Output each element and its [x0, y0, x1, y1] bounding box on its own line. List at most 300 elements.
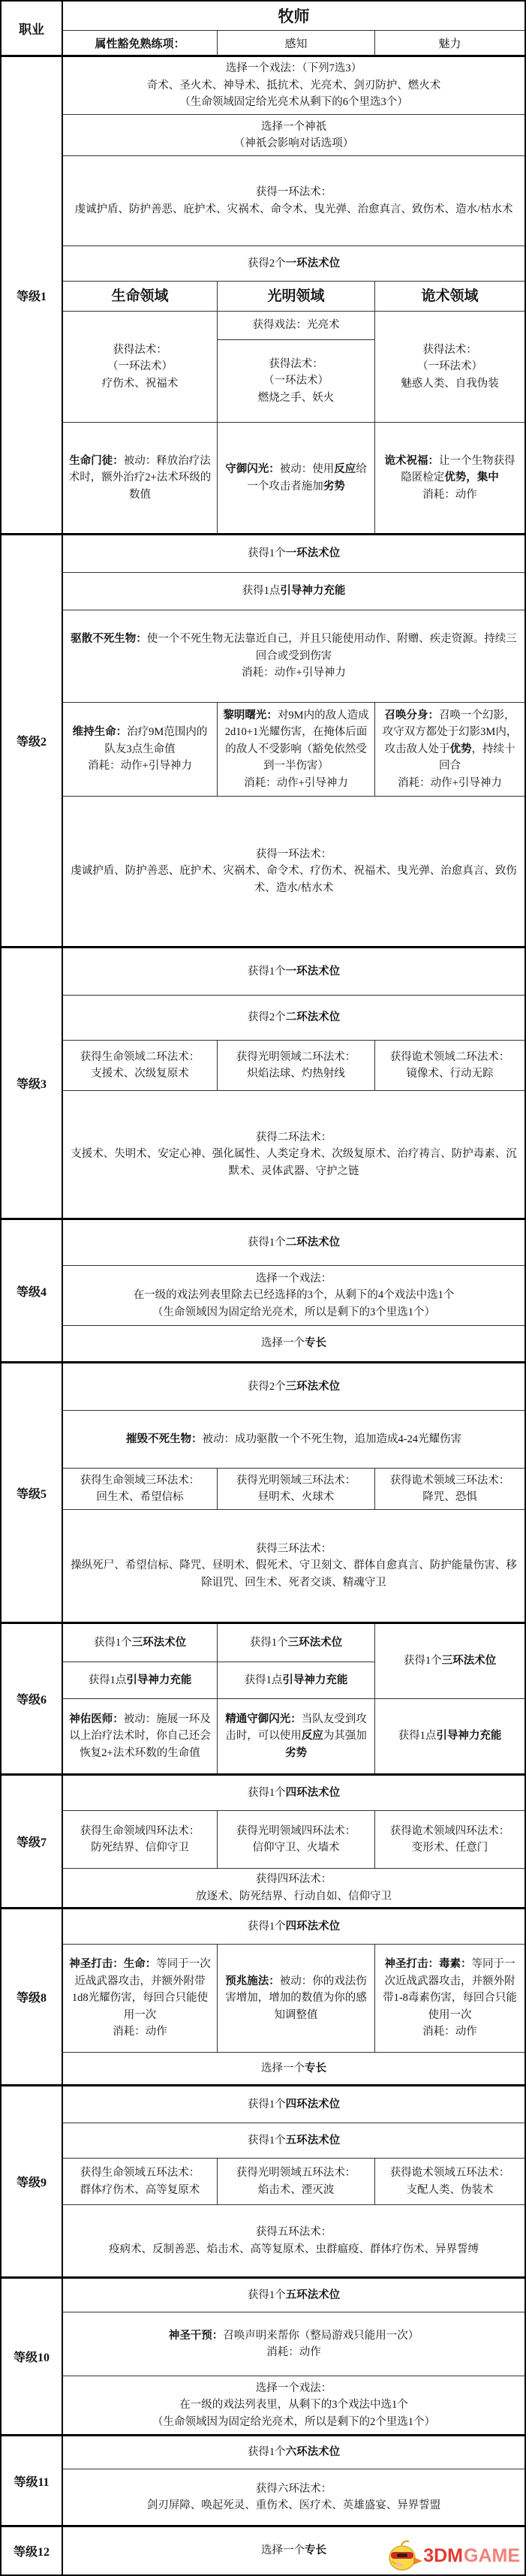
text-line — [69, 2380, 518, 2397]
text-line — [223, 1065, 369, 1082]
text-segment: 剑刃屏障、唤起死灵、重伤术、医疗术、英雄盛宴、异界誓盟 — [146, 2499, 441, 2511]
text-segment: 获得1点 — [88, 1674, 127, 1686]
table-cell — [63, 1811, 217, 1868]
text-line — [68, 1672, 212, 1689]
text-segment: 防死结界、信仰守卫 — [91, 1842, 189, 1854]
level-content — [63, 2527, 524, 2574]
levels-container — [2, 55, 524, 2574]
text-line — [69, 631, 518, 664]
text-segment: 镜像术、行动无踪 — [406, 1068, 494, 1080]
text-segment: 四环法术位 — [285, 1920, 341, 1933]
table-row — [63, 610, 524, 702]
table-subrow — [63, 1698, 217, 1773]
text-segment: 引导神力充能 — [282, 1674, 348, 1686]
text-line — [69, 1557, 518, 1591]
text-segment: 优势，集中 — [444, 472, 499, 484]
text-line — [69, 119, 518, 135]
text-line — [69, 2344, 518, 2361]
text-segment: 获得一环法术： — [255, 186, 332, 199]
text-segment: 选择一个神祇 — [261, 120, 326, 133]
text-segment: 获得生命领域二环法术： — [80, 1050, 200, 1063]
table-subrow — [218, 312, 374, 339]
text-line — [223, 2182, 369, 2198]
table-subrow — [218, 1662, 374, 1698]
level-block — [2, 2525, 524, 2574]
text-line — [68, 285, 212, 307]
text-line — [68, 2023, 212, 2040]
text-line — [223, 356, 369, 372]
text-line — [380, 2165, 519, 2181]
table-row — [63, 1220, 524, 1265]
text-line — [380, 1839, 519, 1856]
table-cell — [374, 2159, 524, 2204]
text-segment: 消耗：动作+引导神力 — [242, 667, 346, 679]
table-row — [63, 1410, 524, 1468]
text-segment: 三环法术位 — [287, 1636, 343, 1649]
level-label: 等级10 — [2, 2279, 63, 2434]
level-block — [2, 1218, 524, 1361]
text-line — [223, 372, 369, 389]
table-row — [63, 2312, 524, 2376]
table-row — [63, 2279, 524, 2312]
text-segment: 召唤一个幻影，攻守双方都处于幻影3M内，攻击敌人处于 — [382, 709, 518, 755]
text-segment: 反应 — [301, 1730, 323, 1743]
text-segment: 一环法术位 — [285, 547, 341, 560]
text-line — [69, 135, 518, 152]
text-line — [69, 1335, 518, 1351]
text-line — [69, 1129, 518, 1146]
table-subrow — [63, 1662, 217, 1698]
table-row — [63, 2527, 524, 2574]
text-segment: 召唤分身： — [384, 709, 439, 722]
text-segment: 信仰守卫、火墙术 — [252, 1842, 340, 1854]
text-segment: 生命领域 — [111, 288, 169, 304]
text-segment: 获得生命领域五环法术： — [80, 2167, 200, 2180]
text-segment: 获得四环法术： — [255, 1873, 332, 1886]
level-content — [63, 1220, 524, 1361]
table-cell — [63, 1624, 217, 1773]
table-subrow — [375, 1624, 524, 1698]
text-line — [380, 2182, 519, 2198]
text-line — [223, 1672, 369, 1689]
level-block — [2, 1622, 524, 1773]
text-segment: 燃烧之手、妖火 — [257, 391, 335, 404]
level-block — [2, 55, 524, 533]
text-segment: 回生术、希望信标 — [96, 1491, 184, 1503]
table-cell — [217, 1945, 374, 2052]
table-row — [63, 2123, 524, 2158]
table-row — [63, 1468, 524, 1509]
text-segment: 神圣干预： — [168, 2329, 224, 2342]
text-segment: 获得光明领域五环法术： — [236, 2167, 356, 2180]
text-segment: 守御闪光： — [225, 463, 280, 476]
level-label: 等级2 — [2, 535, 63, 946]
text-segment: 三环法术位 — [285, 1380, 341, 1393]
level-label: 等级9 — [2, 2086, 63, 2276]
text-segment: 获得六环法术： — [255, 2482, 332, 2495]
table-row — [63, 281, 524, 311]
table-row — [63, 1868, 524, 1907]
table-cell — [217, 703, 374, 796]
text-line — [69, 184, 518, 200]
text-segment: 获得生命领域三环法术： — [80, 1474, 200, 1487]
text-segment: 获得1点 — [244, 1674, 283, 1686]
text-segment: 诡术领域 — [421, 288, 479, 304]
table-cell — [217, 1624, 374, 1773]
text-segment: 神佑医师： — [69, 1713, 124, 1725]
text-segment: 虔诚护盾、防护善恶、庇护术、灾祸术、命令术、曳光弹、治愈真言、致伤术、造水/枯水术 — [74, 203, 513, 215]
text-line — [223, 1823, 369, 1839]
text-segment: 等同于一次近战武器攻击，并额外附带1-8毒素伤害，每回合只能使用一次 — [383, 1958, 517, 2021]
table-row — [63, 311, 524, 422]
text-line — [69, 1270, 518, 1287]
text-segment: 获得诡术领域三环法术： — [389, 1474, 510, 1487]
text-segment: 获得诡术领域四环法术： — [389, 1824, 510, 1837]
text-line — [68, 758, 212, 774]
text-segment: 获得光明领域三环法术： — [236, 1474, 356, 1487]
text-line — [68, 1489, 212, 1505]
text-segment: 选择一个戏法： — [255, 2382, 332, 2394]
text-line — [223, 2165, 369, 2181]
text-segment: 选择一个戏法：（下列7选3） — [225, 62, 362, 75]
text-segment: 劣势 — [323, 480, 345, 493]
text-segment: 选择一个 — [261, 1337, 305, 1350]
text-line — [69, 1871, 518, 1888]
text-segment: 获得一环法术： — [255, 848, 332, 860]
text-line — [223, 1049, 369, 1065]
text-segment: 预兆施法： — [225, 1975, 280, 1987]
text-line — [69, 1431, 518, 1448]
text-segment: 消耗：动作+引导神力 — [398, 776, 502, 789]
table-row — [63, 1325, 524, 1361]
text-segment: 五环法术位 — [285, 2134, 341, 2147]
table-row — [63, 572, 524, 610]
text-segment: 让一个生物获得隐匿检定 — [401, 454, 515, 484]
text-segment: 变形术、任意门 — [411, 1842, 488, 1854]
text-line — [69, 545, 518, 562]
text-segment: 等同于一次近战武器攻击，并额外附带1d8光耀伤害，每回合只能使用一次 — [71, 1958, 211, 2021]
table-row — [63, 796, 524, 946]
text-segment: 获得法术： — [269, 357, 323, 370]
table-cell — [63, 703, 217, 796]
level-content — [63, 948, 524, 1218]
text-segment: 黎明曙光： — [223, 709, 278, 722]
text-segment: 获得1个 — [247, 2288, 286, 2301]
table-cell — [374, 703, 524, 796]
text-segment: 获得1个 — [247, 1786, 286, 1799]
text-line — [69, 1918, 518, 1935]
text-line — [380, 2023, 519, 2040]
text-segment: 获得诡术领域二环法术： — [389, 1050, 510, 1063]
text-line — [223, 707, 369, 775]
level-block — [2, 1361, 524, 1622]
level-content — [63, 535, 524, 946]
table-row — [63, 1776, 524, 1810]
level-label: 等级1 — [2, 57, 63, 533]
text-segment: 获得生命领域四环法术： — [80, 1824, 200, 1837]
text-line — [223, 461, 369, 495]
watermark-text-game: GAME — [464, 2544, 520, 2566]
text-segment: 消耗：动作+引导神力 — [88, 760, 192, 773]
table-cell — [374, 282, 524, 311]
text-segment: 消耗：动作+引导神力 — [244, 776, 348, 789]
text-segment: 获得1个 — [247, 2446, 286, 2459]
text-line — [223, 1472, 369, 1489]
table-cell — [63, 1469, 217, 1509]
text-line — [69, 94, 518, 110]
table-cell — [63, 2159, 217, 2204]
text-segment: 引导神力充能 — [126, 1674, 192, 1686]
text-segment: 消耗：动作 — [113, 2026, 167, 2038]
text-segment: 获得戏法：光亮术 — [252, 319, 340, 332]
profession-label: 职业 — [2, 2, 63, 55]
table-row — [63, 1265, 524, 1325]
text-line — [68, 2182, 212, 2198]
text-segment: 获得1个 — [247, 965, 286, 978]
table-cell — [374, 1945, 524, 2052]
level-label: 等级11 — [2, 2436, 63, 2525]
text-segment: 焰击术、湮灭波 — [257, 2183, 335, 2196]
text-line — [380, 1653, 519, 1669]
text-segment: 获得光明领域四环法术： — [236, 1824, 356, 1837]
text-line — [68, 1823, 212, 1839]
text-line — [380, 1065, 519, 1082]
level-content — [63, 1624, 524, 1773]
text-line — [380, 707, 519, 775]
text-segment: 群体疗伤术、高等复原术 — [80, 2183, 200, 2196]
text-segment: 奇术、圣火术、神导术、抵抗术、光亮术、剑刃防护、燃火术 — [146, 79, 441, 92]
text-segment: 反应 — [334, 463, 356, 476]
text-segment: 光明领域 — [267, 288, 325, 304]
text-line — [69, 2096, 518, 2113]
text-segment: 支配人类、伪装术 — [406, 2183, 494, 2196]
text-segment: 二环法术位 — [285, 1011, 341, 1024]
level-label: 等级7 — [2, 1776, 63, 1907]
level-block — [2, 2084, 524, 2276]
text-line — [69, 1785, 518, 1801]
text-segment: 召唤声明来帮你（整局游戏只能用一次） — [223, 2329, 419, 2342]
text-line — [223, 1634, 369, 1651]
text-line — [69, 963, 518, 980]
text-line — [380, 1472, 519, 1489]
text-segment: 获得1个 — [247, 2134, 286, 2147]
table-cell — [217, 282, 374, 311]
table-cell — [374, 312, 524, 422]
text-line — [69, 2542, 518, 2559]
text-line — [69, 1541, 518, 1557]
text-segment: 治疗9M范围内的队友3点生命值 — [104, 726, 208, 755]
text-segment: 被动：你的戏法伤害增加，增加的数值为你的感知调整值 — [225, 1975, 367, 2021]
text-line — [68, 1049, 212, 1065]
text-segment: 获得2个 — [247, 257, 286, 270]
level-block — [2, 2434, 524, 2525]
text-segment: （一环法术） — [107, 360, 173, 373]
table-row — [63, 1624, 524, 1773]
text-line — [69, 2327, 518, 2344]
text-line — [69, 664, 518, 681]
table-row — [63, 1040, 524, 1090]
table-cell — [374, 1469, 524, 1509]
text-segment: 被动：成功驱散一个不死生物，追加造成4-24光耀伤害 — [202, 1433, 462, 1445]
table-row — [63, 702, 524, 796]
text-line — [380, 285, 519, 307]
text-line — [380, 342, 519, 358]
text-segment: 神圣打击：毒素： — [384, 1958, 472, 1971]
text-segment: 操纵死尸、希望信标、降咒、昼明术、假死术、守卫刻文、群体自愈真言、防护能量伤害、移除诅咒、回生术、死者交谈、精魂守卫 — [71, 1559, 517, 1589]
text-segment: 在一级的戏法列表里，从剩下的3个戏法中选1个 — [179, 2399, 408, 2412]
text-segment: （一环法术） — [263, 375, 329, 387]
level-content — [63, 2436, 524, 2525]
text-segment: （生命领域因为固定给光亮术，所以是剩下的2个里选1个） — [152, 2415, 435, 2428]
text-line — [68, 1472, 212, 1489]
text-segment: 获得二环法术： — [255, 1131, 332, 1143]
text-line — [69, 1304, 518, 1321]
text-segment: 消耗：动作 — [422, 2026, 477, 2038]
text-segment: 诡术祝福： — [384, 454, 439, 467]
text-segment: 获得1个 — [247, 1236, 286, 1249]
table-cell — [217, 2159, 374, 2204]
table-cell — [217, 1469, 374, 1509]
table-cell — [374, 1041, 524, 1090]
table-row — [63, 2158, 524, 2204]
level-label: 等级3 — [2, 948, 63, 1218]
text-segment: 三环法术位 — [441, 1655, 497, 1668]
table-subrow — [218, 1624, 374, 1662]
text-line — [69, 2497, 518, 2514]
text-line — [69, 1009, 518, 1026]
text-segment: 被动：使用 — [279, 463, 335, 476]
table-subrow — [63, 1624, 217, 1662]
table-cell — [374, 1811, 524, 1868]
text-line — [223, 1711, 369, 1761]
table-row — [63, 1509, 524, 1622]
table-cell — [217, 1811, 374, 1868]
table-row — [63, 422, 524, 533]
text-segment: 在一级的戏法列表里除去已经选择的3个，从剩下的4个戏法中选1个 — [133, 1289, 455, 1302]
text-segment: 引导神力充能 — [280, 585, 346, 598]
text-segment: 当队友受到攻击时，可以使用 — [225, 1713, 367, 1743]
table-cell — [217, 423, 374, 533]
text-segment: 获得1个 — [247, 2098, 286, 2111]
text-line — [223, 317, 369, 333]
text-segment: 疫病术、反制善恶、焰击术、高等复原术、虫群瘟疫、群体疗伤术、异界誓缚 — [109, 2243, 479, 2255]
text-segment: 获得1个 — [403, 1655, 442, 1668]
text-line — [380, 1489, 519, 1505]
text-segment: 获得1点 — [242, 585, 281, 598]
text-segment: 获得三环法术： — [255, 1542, 332, 1555]
text-segment: 炽焰法球、灼热射线 — [247, 1068, 345, 1080]
text-segment: 放逐术、防死结界、行动自如、信仰守卫 — [196, 1890, 392, 1903]
level-label: 等级5 — [2, 1363, 63, 1622]
table-cell — [217, 1041, 374, 1090]
text-segment: 四环法术位 — [285, 1786, 341, 1799]
table-row — [63, 1363, 524, 1410]
text-line — [69, 1888, 518, 1905]
text-segment: （一环法术） — [417, 360, 482, 373]
text-line — [68, 724, 212, 758]
table-subrow — [218, 339, 374, 422]
text-segment: 获得1个 — [249, 1636, 288, 1649]
text-segment: 获得法术： — [422, 343, 477, 356]
text-segment: （神祇会影响对话选项） — [233, 137, 354, 149]
text-segment: 选择一个 — [261, 2544, 305, 2557]
class-name: 牧师 — [63, 2, 524, 31]
text-line — [69, 2444, 518, 2460]
table-row — [63, 948, 524, 995]
text-line — [223, 1489, 369, 1505]
level-label: 等级8 — [2, 1909, 63, 2084]
text-line — [69, 2241, 518, 2258]
text-segment: 获得1点 — [398, 1730, 437, 1743]
text-line — [69, 863, 518, 896]
text-segment: 专长 — [305, 2544, 326, 2557]
text-segment: 获得1个 — [247, 1920, 286, 1933]
text-line — [380, 487, 519, 503]
text-segment: 精通守御闪光： — [225, 1713, 302, 1725]
table-cell — [63, 1945, 217, 2052]
text-line — [68, 375, 212, 392]
text-segment: 一环法术位 — [285, 257, 341, 270]
text-segment: （生命领域固定给光亮术从剩下的6个里选3个） — [179, 96, 408, 109]
text-line — [69, 2132, 518, 2149]
text-segment: 获得1个 — [93, 1636, 132, 1649]
saving-throw-charisma: 魅力 — [374, 31, 524, 55]
text-line — [68, 1065, 212, 1082]
saving-throw-row — [63, 31, 524, 55]
text-segment: 维持生命： — [72, 726, 128, 739]
text-line — [69, 846, 518, 863]
level-label: 等级6 — [2, 1624, 63, 1773]
text-line — [69, 1234, 518, 1251]
text-segment: 消耗：动作 — [422, 488, 477, 501]
text-line — [223, 285, 369, 307]
text-segment: 获得光明领域二环法术： — [236, 1050, 356, 1063]
text-line — [68, 1839, 212, 1856]
text-line — [69, 2397, 518, 2413]
text-segment: 劣势 — [285, 1746, 307, 1759]
text-segment: 获得2个 — [247, 1011, 286, 1024]
table-cell — [217, 312, 374, 422]
text-segment: 摧毁不死生物： — [125, 1433, 203, 1445]
text-segment: 获得诡术领域五环法术： — [389, 2167, 510, 2180]
text-line — [380, 375, 519, 392]
table-row — [63, 535, 524, 572]
table-row — [63, 155, 524, 246]
table-row — [63, 1909, 524, 1944]
level-block — [2, 946, 524, 1218]
table-subrow — [218, 1698, 374, 1773]
table-cell — [63, 282, 217, 311]
text-segment: 支援术、次级复原术 — [91, 1068, 189, 1080]
text-segment: 为其强加 — [323, 1730, 367, 1743]
table-cell — [63, 1041, 217, 1090]
text-line — [380, 1956, 519, 2023]
text-line — [69, 201, 518, 218]
text-segment: 四环法术位 — [285, 2098, 341, 2111]
text-line — [69, 77, 518, 94]
text-line — [380, 1823, 519, 1839]
text-segment: 被动：施展一环及以上治疗法术时，你自己还会恢复2+法术环数的生命值 — [69, 1713, 211, 1759]
text-line — [69, 60, 518, 77]
table-header — [2, 2, 524, 55]
text-segment: 降咒、恐惧 — [422, 1491, 477, 1503]
table-row — [63, 1090, 524, 1218]
text-segment: 支援术、失明术、安定心神、强化属性、人类定身术、次级复原术、治疗祷言、防护毒素、沉默术、灵体武器、守护之链 — [71, 1148, 517, 1177]
header-right — [63, 2, 524, 55]
level-block — [2, 1907, 524, 2084]
table-row — [63, 2204, 524, 2276]
text-segment: 获得法术： — [113, 343, 167, 356]
